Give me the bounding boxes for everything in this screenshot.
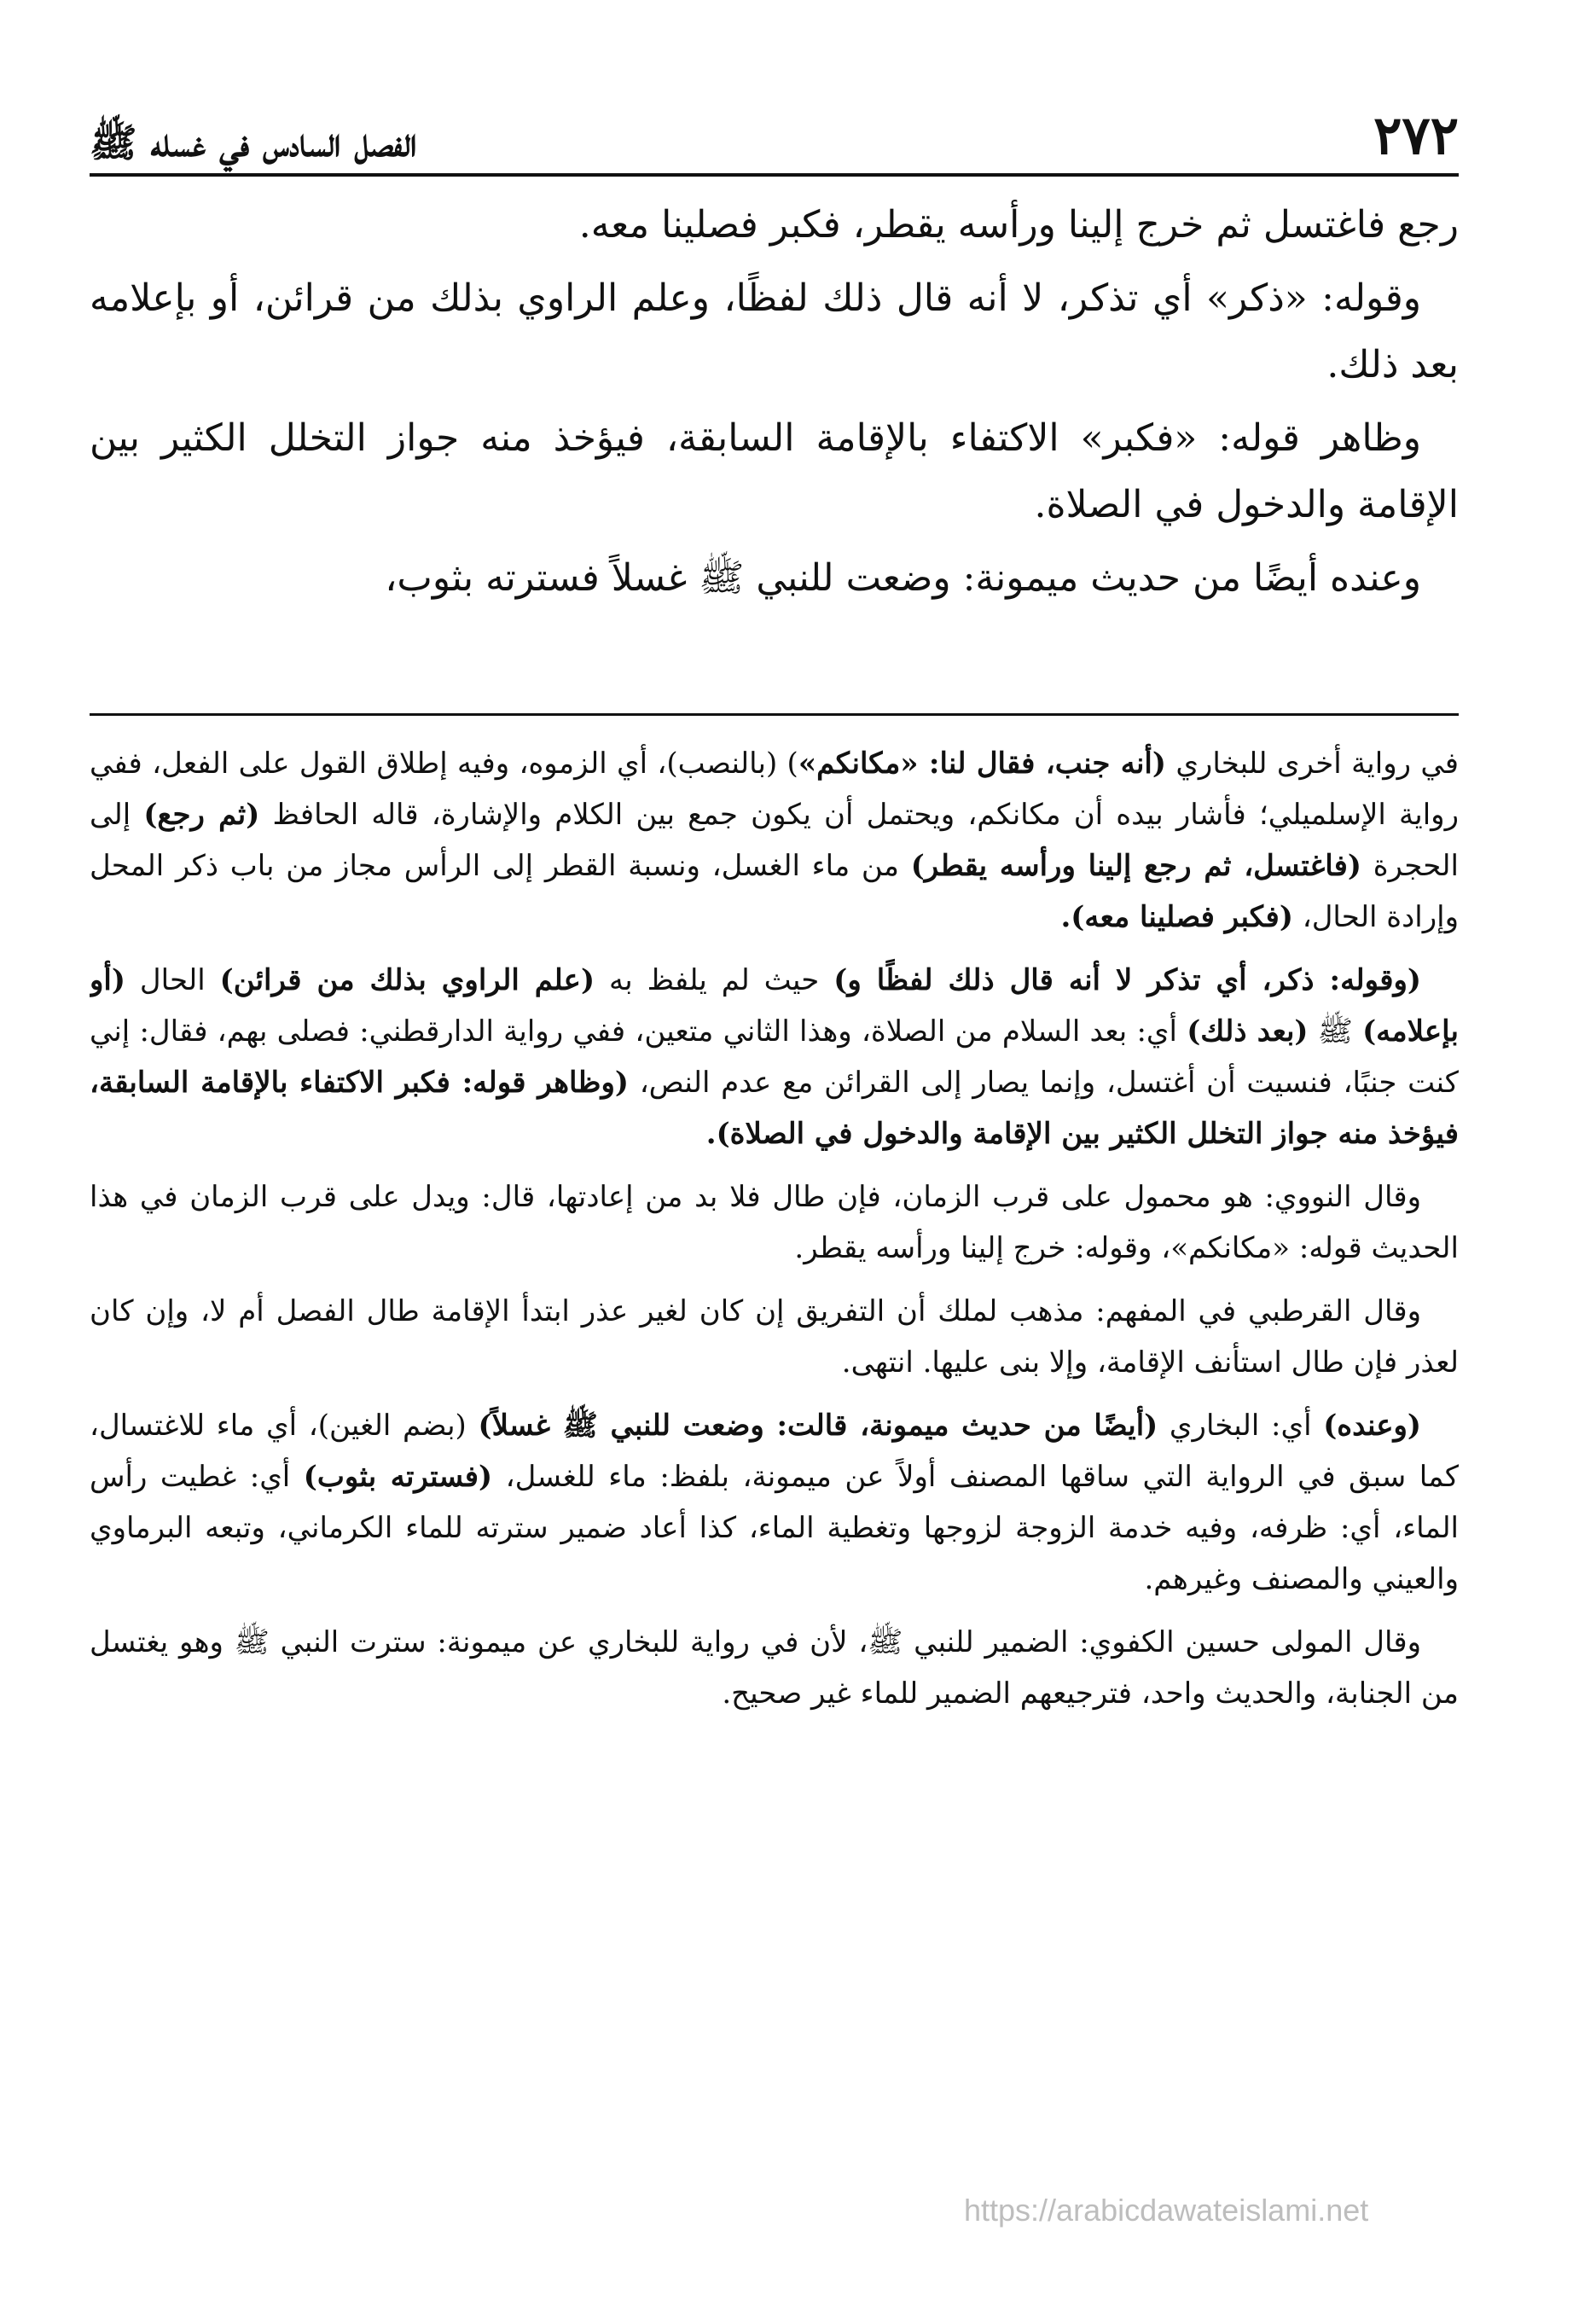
- quoted-text: (أو بإعلامه): [90, 963, 1459, 1049]
- quoted-text: (ثم رجع): [143, 798, 260, 832]
- watermark-url: https://arabicdawateislami.net: [964, 2193, 1369, 2228]
- text-span: ) (بالنصب)، أي الزموه، وفيه إطلاق القول على الفعل، ففي رواية الإسلميلي؛ فأشار بيده أن مكانكم، ويحتمل أن يكون جمع بين الكلام والإشارة، قاله الحافظ: [90, 747, 1459, 832]
- main-paragraph: وعنده أيضًا من حديث ميمونة: وضعت للنبي ﷺ غسلاً فسترته بثوب،: [385, 556, 1421, 600]
- quoted-text: (علم الراوي بذلك من قرائن): [219, 963, 595, 997]
- page-header: [90, 94, 1459, 166]
- commentary-paragraph: وقال النووي: هو محمول على قرب الزمان، فإن طال فلا بد من إعادتها، قال: ويدل على قرب الزمان في هذا الحديث قوله: «مكانكم»، وقوله: خرج إلينا ورأسه يقطر.: [90, 1180, 1459, 1265]
- quoted-text: (أنه جنب، فقال لنا: «مكانكم»: [798, 747, 1166, 781]
- text-span: من ماء الغسل، ونسبة القطر إلى الرأس مجاز من باب ذكر المحل وإرادة الحال،: [90, 849, 1459, 934]
- quoted-text: (فكبر فصلينا معه).: [1060, 900, 1293, 934]
- quoted-text: (فسترته بثوب): [303, 1460, 493, 1494]
- commentary-paragraph: [90, 955, 1459, 1159]
- quoted-text: (فاغتسل، ثم رجع إلينا ورأسه يقطر): [910, 849, 1361, 883]
- main-text: [90, 192, 1459, 695]
- text-span: أي: بعد السلام من الصلاة، وهذا الثاني متعين، ففي رواية الدارقطني: فصلى بهم، فقال: إني كنت جنبًا، فنسيت أن أغتسل، وإنما يصار إلى القرائن مع عدم النص،: [90, 1014, 1459, 1100]
- commentary-paragraph: وقال القرطبي في المفهم: مذهب لملك أن التفريق إن كان لغير عذر ابتدأ الإقامة طال الفصل أم لا، وإن كان لعذر فإن طال استأنف الإقامة، وإلا بنى عليها. انتهى.: [90, 1294, 1459, 1380]
- text-span: في رواية أخرى للبخاري: [1165, 747, 1459, 781]
- main-paragraph: رجع فاغتسل ثم خرج إلينا ورأسه يقطر، فكبر فصلينا معه.: [578, 203, 1459, 247]
- text-span: أي: البخاري: [1158, 1409, 1324, 1443]
- main-paragraph: وظاهر قوله: «فكبر» الاكتفاء بالإقامة السابقة، فيؤخذ منه جواز التخلل الكثير بين الإقامة والدخول في الصلاة.: [90, 416, 1459, 526]
- main-paragraph: وقوله: «ذكر» أي تذكر، لا أنه قال ذلك لفظًا، وعلم الراوي بذلك من قرائن، أو بإعلامه بعد ذلك.: [90, 276, 1459, 386]
- text-span: حيث لم يلفظ به: [595, 963, 834, 997]
- page-number: ٢٧٢: [1373, 104, 1459, 166]
- quoted-text: (بعد ذلك): [1187, 1014, 1309, 1049]
- commentary-paragraph: [90, 738, 1459, 943]
- running-title: الفصل السادس في غسله ﷺ: [90, 119, 417, 166]
- commentary: [90, 738, 1459, 2188]
- text-span: (بضم الغين)، أي ماء للاغتسال، كما سبق في الرواية التي ساقها المصنف أولاً عن ميمونة، بلفظ: ماء للغسل،: [90, 1409, 1459, 1494]
- text-span: ﷺ: [1308, 1014, 1363, 1049]
- text-span: الحال: [125, 963, 220, 997]
- quoted-text: (وعنده): [1323, 1409, 1422, 1443]
- footnote-rule: [90, 713, 1459, 716]
- header-rule: [90, 173, 1459, 177]
- commentary-paragraph: وقال المولى حسين الكفوي: الضمير للنبي ﷺ، لأن في رواية للبخاري عن ميمونة: سترت النبي ﷺ وهو يغتسل من الجنابة، والحديث واحد، فترجيعهم الضمير للماء غير صحيح.: [90, 1625, 1459, 1711]
- quoted-text: (وظاهر قوله: فكبر الاكتفاء بالإقامة السابقة، فيؤخذ منه جواز التخلل الكثير بين الإقامة والدخول في الصلاة).: [90, 1066, 1459, 1151]
- commentary-paragraph: [90, 1400, 1459, 1605]
- quoted-text: (أيضًا من حديث ميمونة، قالت: وضعت للنبي ﷺ غسلاً): [478, 1409, 1158, 1443]
- text-span: إلى الحجرة: [90, 798, 1459, 883]
- quoted-text: (وقوله: ذكر، أي تذكر لا أنه قال ذلك لفظًا و): [833, 963, 1421, 997]
- text-span: أي: غطيت رأس الماء، أي: ظرفه، وفيه خدمة الزوجة لزوجها وتغطية الماء، كذا أعاد ضمير سترته للماء الكرماني، وتبعه البرماوي والعيني والمصنف وغيرهم.: [90, 1460, 1459, 1596]
